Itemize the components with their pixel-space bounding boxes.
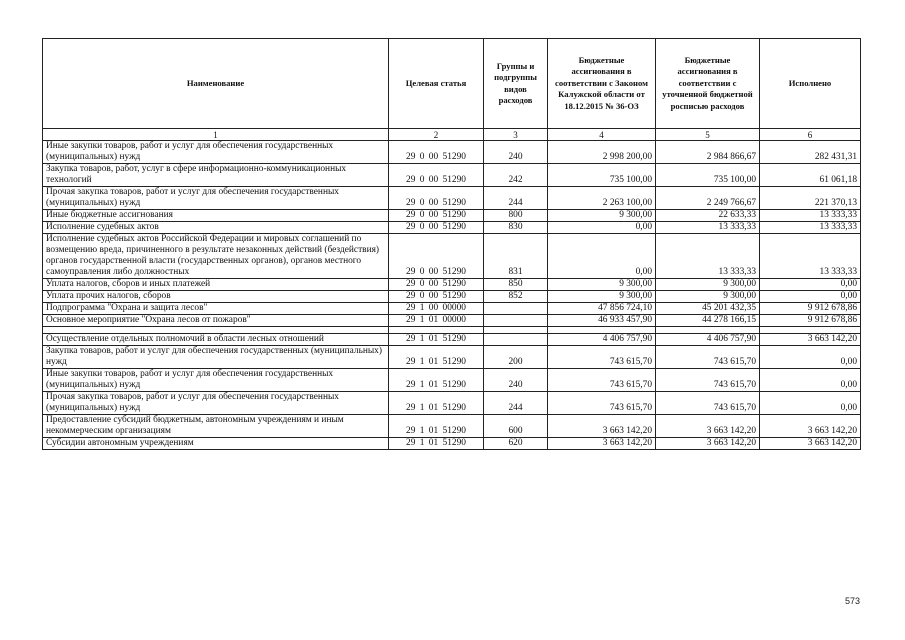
row-refined-allocation: 3 663 142,20 xyxy=(656,438,760,450)
row-executed: 13 333,33 xyxy=(760,234,861,279)
row-target-article: 29 0 00 51290 xyxy=(389,164,484,187)
column-number: 2 xyxy=(389,129,484,141)
spacer-row xyxy=(43,327,861,334)
row-executed: 3 663 142,20 xyxy=(760,415,861,438)
spacer-cell xyxy=(43,327,389,334)
row-name: Предоставление субсидий бюджетным, автономным учреждениям и иным некоммерческим организациям xyxy=(43,415,389,438)
row-refined-allocation: 2 984 866,67 xyxy=(656,141,760,164)
row-law-allocation: 4 406 757,90 xyxy=(548,334,656,346)
row-executed: 13 333,33 xyxy=(760,222,861,234)
row-executed: 0,00 xyxy=(760,291,861,303)
table-row xyxy=(43,415,861,438)
page-number: 573 xyxy=(845,596,861,606)
row-executed: 13 333,33 xyxy=(760,210,861,222)
row-expense-group: 850 xyxy=(484,279,548,291)
row-name: Прочая закупка товаров, работ и услуг для обеспечения государственных (муниципальных) нужд xyxy=(43,392,389,415)
row-name: Уплата налогов, сборов и иных платежей xyxy=(43,279,389,291)
table-row xyxy=(43,187,861,210)
row-executed: 61 061,18 xyxy=(760,164,861,187)
spacer-cell xyxy=(656,327,760,334)
table-row xyxy=(43,392,861,415)
row-executed: 9 912 678,86 xyxy=(760,303,861,315)
row-law-allocation: 743 615,70 xyxy=(548,369,656,392)
row-law-allocation: 3 663 142,20 xyxy=(548,438,656,450)
header-name: Наименование xyxy=(43,39,389,129)
row-law-allocation: 0,00 xyxy=(548,234,656,279)
row-refined-allocation: 4 406 757,90 xyxy=(656,334,760,346)
table-row xyxy=(43,141,861,164)
row-expense-group: 831 xyxy=(484,234,548,279)
row-name: Закупка товаров, работ и услуг для обеспечения государственных (муниципальных) нужд xyxy=(43,346,389,369)
spacer-cell xyxy=(548,327,656,334)
row-name: Прочая закупка товаров, работ и услуг для обеспечения государственных (муниципальных) нужд xyxy=(43,187,389,210)
row-target-article: 29 0 00 51290 xyxy=(389,291,484,303)
row-executed: 221 370,13 xyxy=(760,187,861,210)
column-number: 4 xyxy=(548,129,656,141)
row-expense-group xyxy=(484,334,548,346)
table-row xyxy=(43,222,861,234)
row-name: Подпрограмма "Охрана и защита лесов" xyxy=(43,303,389,315)
row-expense-group xyxy=(484,303,548,315)
row-expense-group: 620 xyxy=(484,438,548,450)
spacer-cell xyxy=(484,327,548,334)
row-name: Субсидии автономным учреждениям xyxy=(43,438,389,450)
row-name: Основное мероприятие "Охрана лесов от пожаров" xyxy=(43,315,389,327)
column-number: 3 xyxy=(484,129,548,141)
row-law-allocation: 2 263 100,00 xyxy=(548,187,656,210)
row-name: Исполнение судебных актов xyxy=(43,222,389,234)
row-executed: 0,00 xyxy=(760,392,861,415)
header-law-allocation: Бюджетные ассигнования в соответствии с Законом Калужской области от 18.12.2015 № 36-ОЗ xyxy=(548,39,656,129)
row-expense-group: 240 xyxy=(484,369,548,392)
row-executed: 3 663 142,20 xyxy=(760,334,861,346)
row-executed: 0,00 xyxy=(760,346,861,369)
row-expense-group: 244 xyxy=(484,187,548,210)
row-expense-group: 852 xyxy=(484,291,548,303)
spacer-cell xyxy=(760,327,861,334)
row-target-article: 29 1 01 51290 xyxy=(389,334,484,346)
row-expense-group: 240 xyxy=(484,141,548,164)
table-row xyxy=(43,291,861,303)
table-row xyxy=(43,315,861,327)
row-target-article: 29 1 01 51290 xyxy=(389,415,484,438)
row-refined-allocation: 9 300,00 xyxy=(656,279,760,291)
row-target-article: 29 1 01 51290 xyxy=(389,392,484,415)
row-refined-allocation: 22 633,33 xyxy=(656,210,760,222)
row-name: Иные закупки товаров, работ и услуг для обеспечения государственных (муниципальных) нужд xyxy=(43,369,389,392)
budget-table xyxy=(42,38,861,450)
row-target-article: 29 0 00 51290 xyxy=(389,210,484,222)
row-executed: 3 663 142,20 xyxy=(760,438,861,450)
row-expense-group: 800 xyxy=(484,210,548,222)
row-refined-allocation: 13 333,33 xyxy=(656,234,760,279)
row-target-article: 29 1 01 51290 xyxy=(389,438,484,450)
header-refined-allocation: Бюджетные ассигнования в соответствии с уточненной бюджетной росписью расходов xyxy=(656,39,760,129)
row-target-article: 29 1 01 51290 xyxy=(389,346,484,369)
spacer-cell xyxy=(389,327,484,334)
row-refined-allocation: 9 300,00 xyxy=(656,291,760,303)
row-name: Иные бюджетные ассигнования xyxy=(43,210,389,222)
column-number: 6 xyxy=(760,129,861,141)
row-expense-group: 244 xyxy=(484,392,548,415)
header-executed: Исполнено xyxy=(760,39,861,129)
row-expense-group: 242 xyxy=(484,164,548,187)
table-body xyxy=(43,141,861,450)
row-refined-allocation: 743 615,70 xyxy=(656,392,760,415)
column-number: 5 xyxy=(656,129,760,141)
header-expense-group: Группы и подгруппы видов расходов xyxy=(484,39,548,129)
table-row xyxy=(43,234,861,279)
row-law-allocation: 743 615,70 xyxy=(548,392,656,415)
row-refined-allocation: 743 615,70 xyxy=(656,369,760,392)
row-name: Исполнение судебных актов Российской Федерации и мировых соглашений по возмещению вреда, причиненного в результате незаконных действий (бездействия) органов государственной власти (государственных органов), органов местного самоуправления либо должностных xyxy=(43,234,389,279)
row-target-article: 29 0 00 51290 xyxy=(389,279,484,291)
row-target-article: 29 1 01 00000 xyxy=(389,315,484,327)
column-number-row xyxy=(43,129,861,141)
table-row xyxy=(43,334,861,346)
row-refined-allocation: 743 615,70 xyxy=(656,346,760,369)
row-name: Осуществление отдельных полномочий в области лесных отношений xyxy=(43,334,389,346)
row-law-allocation: 743 615,70 xyxy=(548,346,656,369)
row-target-article: 29 0 00 51290 xyxy=(389,141,484,164)
row-law-allocation: 47 856 724,10 xyxy=(548,303,656,315)
row-law-allocation: 46 933 457,90 xyxy=(548,315,656,327)
row-refined-allocation: 44 278 166,15 xyxy=(656,315,760,327)
table-row xyxy=(43,279,861,291)
table-row xyxy=(43,164,861,187)
table-row xyxy=(43,346,861,369)
row-law-allocation: 735 100,00 xyxy=(548,164,656,187)
row-law-allocation: 2 998 200,00 xyxy=(548,141,656,164)
table-row xyxy=(43,303,861,315)
header-row xyxy=(43,39,861,129)
header-target-article: Целевая статья xyxy=(389,39,484,129)
row-name: Уплата прочих налогов, сборов xyxy=(43,291,389,303)
row-refined-allocation: 3 663 142,20 xyxy=(656,415,760,438)
row-law-allocation: 0,00 xyxy=(548,222,656,234)
row-expense-group: 200 xyxy=(484,346,548,369)
row-executed: 0,00 xyxy=(760,369,861,392)
row-name: Закупка товаров, работ, услуг в сфере информационно-коммуникационных технологий xyxy=(43,164,389,187)
row-target-article: 29 1 01 51290 xyxy=(389,369,484,392)
row-executed: 9 912 678,86 xyxy=(760,315,861,327)
row-target-article: 29 0 00 51290 xyxy=(389,234,484,279)
row-expense-group: 830 xyxy=(484,222,548,234)
row-executed: 282 431,31 xyxy=(760,141,861,164)
row-law-allocation: 9 300,00 xyxy=(548,279,656,291)
table-row xyxy=(43,438,861,450)
row-refined-allocation: 2 249 766,67 xyxy=(656,187,760,210)
row-target-article: 29 0 00 51290 xyxy=(389,187,484,210)
column-number: 1 xyxy=(43,129,389,141)
row-law-allocation: 9 300,00 xyxy=(548,210,656,222)
row-target-article: 29 1 00 00000 xyxy=(389,303,484,315)
row-refined-allocation: 735 100,00 xyxy=(656,164,760,187)
row-law-allocation: 9 300,00 xyxy=(548,291,656,303)
row-name: Иные закупки товаров, работ и услуг для обеспечения государственных (муниципальных) нужд xyxy=(43,141,389,164)
table-header xyxy=(43,39,861,141)
row-law-allocation: 3 663 142,20 xyxy=(548,415,656,438)
row-target-article: 29 0 00 51290 xyxy=(389,222,484,234)
row-expense-group: 600 xyxy=(484,415,548,438)
table-row xyxy=(43,369,861,392)
row-executed: 0,00 xyxy=(760,279,861,291)
row-expense-group xyxy=(484,315,548,327)
row-refined-allocation: 13 333,33 xyxy=(656,222,760,234)
table-row xyxy=(43,210,861,222)
row-refined-allocation: 45 201 432,35 xyxy=(656,303,760,315)
